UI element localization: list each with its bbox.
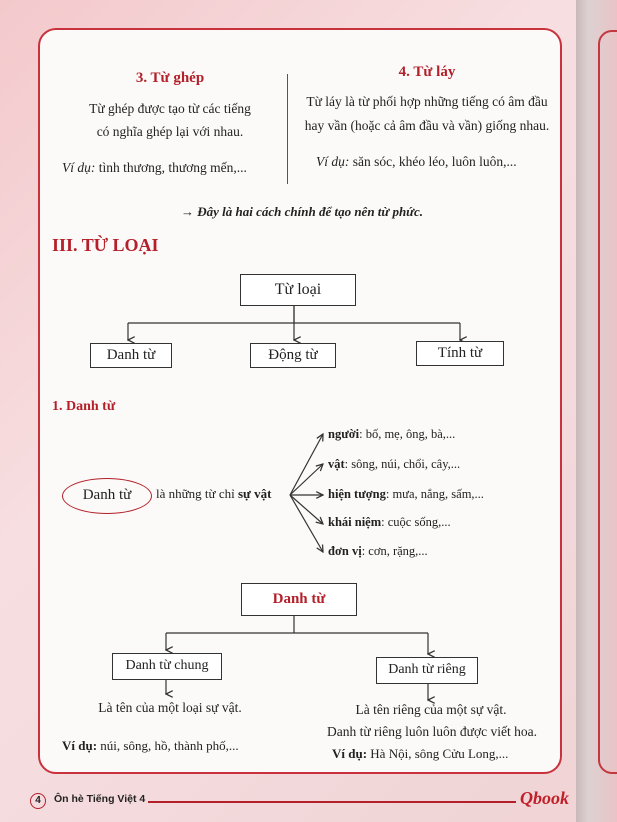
right-desc2: Danh từ riêng luôn luôn được viết hoa. [327, 724, 537, 739]
branch-khai-niem-examples: : cuộc sống,... [381, 515, 451, 529]
left-desc: Là tên của một loại sự vật. [98, 700, 242, 715]
section3-title: 3. Từ ghép [135, 70, 205, 86]
right-example-label: Ví dụ: [332, 746, 368, 761]
subsection1-title: 1. Danh từ [52, 399, 116, 414]
qbook-logo: Qbook [520, 788, 569, 808]
fan-arrow-4 [290, 495, 323, 524]
section4-line1: Từ láy là từ phối hợp những tiếng có âm đầu [306, 94, 548, 109]
next-page-edge [576, 0, 617, 822]
noun-definition [156, 486, 271, 502]
branch-nguoi-examples: : bố, mẹ, ông, bà,... [359, 427, 456, 441]
section4-line2: hay vần (hoặc cả âm đầu và vần) giống nhau. [304, 118, 550, 133]
branch-hien-tuong [328, 487, 484, 502]
noun-definition-text: là những từ chỉ [156, 486, 238, 501]
branch-khai-niem [328, 515, 451, 530]
left-example-label: Ví dụ: [62, 738, 98, 753]
tree1-child-tinh-tu: Tính từ [416, 341, 504, 366]
branch-don-vi-key: đơn vị [328, 544, 362, 558]
section3-example-text: tình thương, thương mến,... [95, 160, 247, 175]
tree1-child-dong-tu: Động từ [250, 343, 336, 368]
noun-oval: Danh từ [62, 478, 152, 514]
part3-heading: III. TỪ LOẠI [52, 235, 159, 255]
tree2-root-box: Danh từ [241, 583, 357, 616]
branch-vat-key: vật [328, 457, 345, 471]
noun-definition-bold: sự vật [237, 486, 272, 501]
branch-vat-examples: : sông, núi, chổi, cây,... [344, 457, 461, 471]
left-example [62, 738, 239, 754]
conclusion-text: → Đây là hai cách chính để tạo nên từ phức. [180, 204, 423, 219]
fan-arrow-2 [290, 464, 323, 495]
branch-don-vi [328, 544, 428, 559]
fan-arrow-5 [290, 495, 323, 552]
branch-nguoi [328, 427, 455, 442]
page-sheet [38, 28, 562, 774]
footer-rule [148, 801, 516, 803]
section4-title: 4. Từ láy [398, 64, 456, 80]
right-example [332, 746, 508, 762]
section3-line1: Từ ghép được tạo từ các tiếng [89, 101, 251, 116]
left-example-text: núi, sông, hồ, thành phố,... [97, 738, 239, 753]
tree2-left-box: Danh từ chung [112, 653, 222, 680]
branch-nguoi-key: người [328, 427, 360, 441]
branch-don-vi-examples: : cơn, rặng,... [361, 544, 428, 558]
section3-example-label: Ví dụ: [62, 160, 96, 175]
section3-line2: có nghĩa ghép lại với nhau. [96, 124, 244, 139]
tree1-child-danh-tu: Danh từ [90, 343, 172, 368]
section4-example-text: săn sóc, khéo léo, luôn luôn,... [349, 154, 517, 169]
right-desc1: Là tên riêng của một sự vật. [355, 702, 507, 717]
fan-arrow-1 [290, 434, 323, 495]
right-example-text: Hà Nội, sông Cửu Long,... [367, 746, 509, 761]
book-title: Ôn hè Tiếng Việt 4 [54, 793, 146, 805]
branch-khai-niem-key: khái niệm [328, 515, 382, 529]
branch-hien-tuong-examples: : mưa, nắng, sấm,... [385, 487, 484, 501]
tree2-right-box: Danh từ riêng [376, 657, 478, 684]
branch-vat [328, 457, 460, 472]
section4-example-label: Ví dụ: [316, 154, 350, 169]
page-number: 4 [30, 793, 46, 809]
tree1-root-box: Từ loại [240, 274, 356, 306]
branch-hien-tuong-key: hiện tượng [328, 487, 386, 501]
next-page-frame [598, 30, 617, 774]
